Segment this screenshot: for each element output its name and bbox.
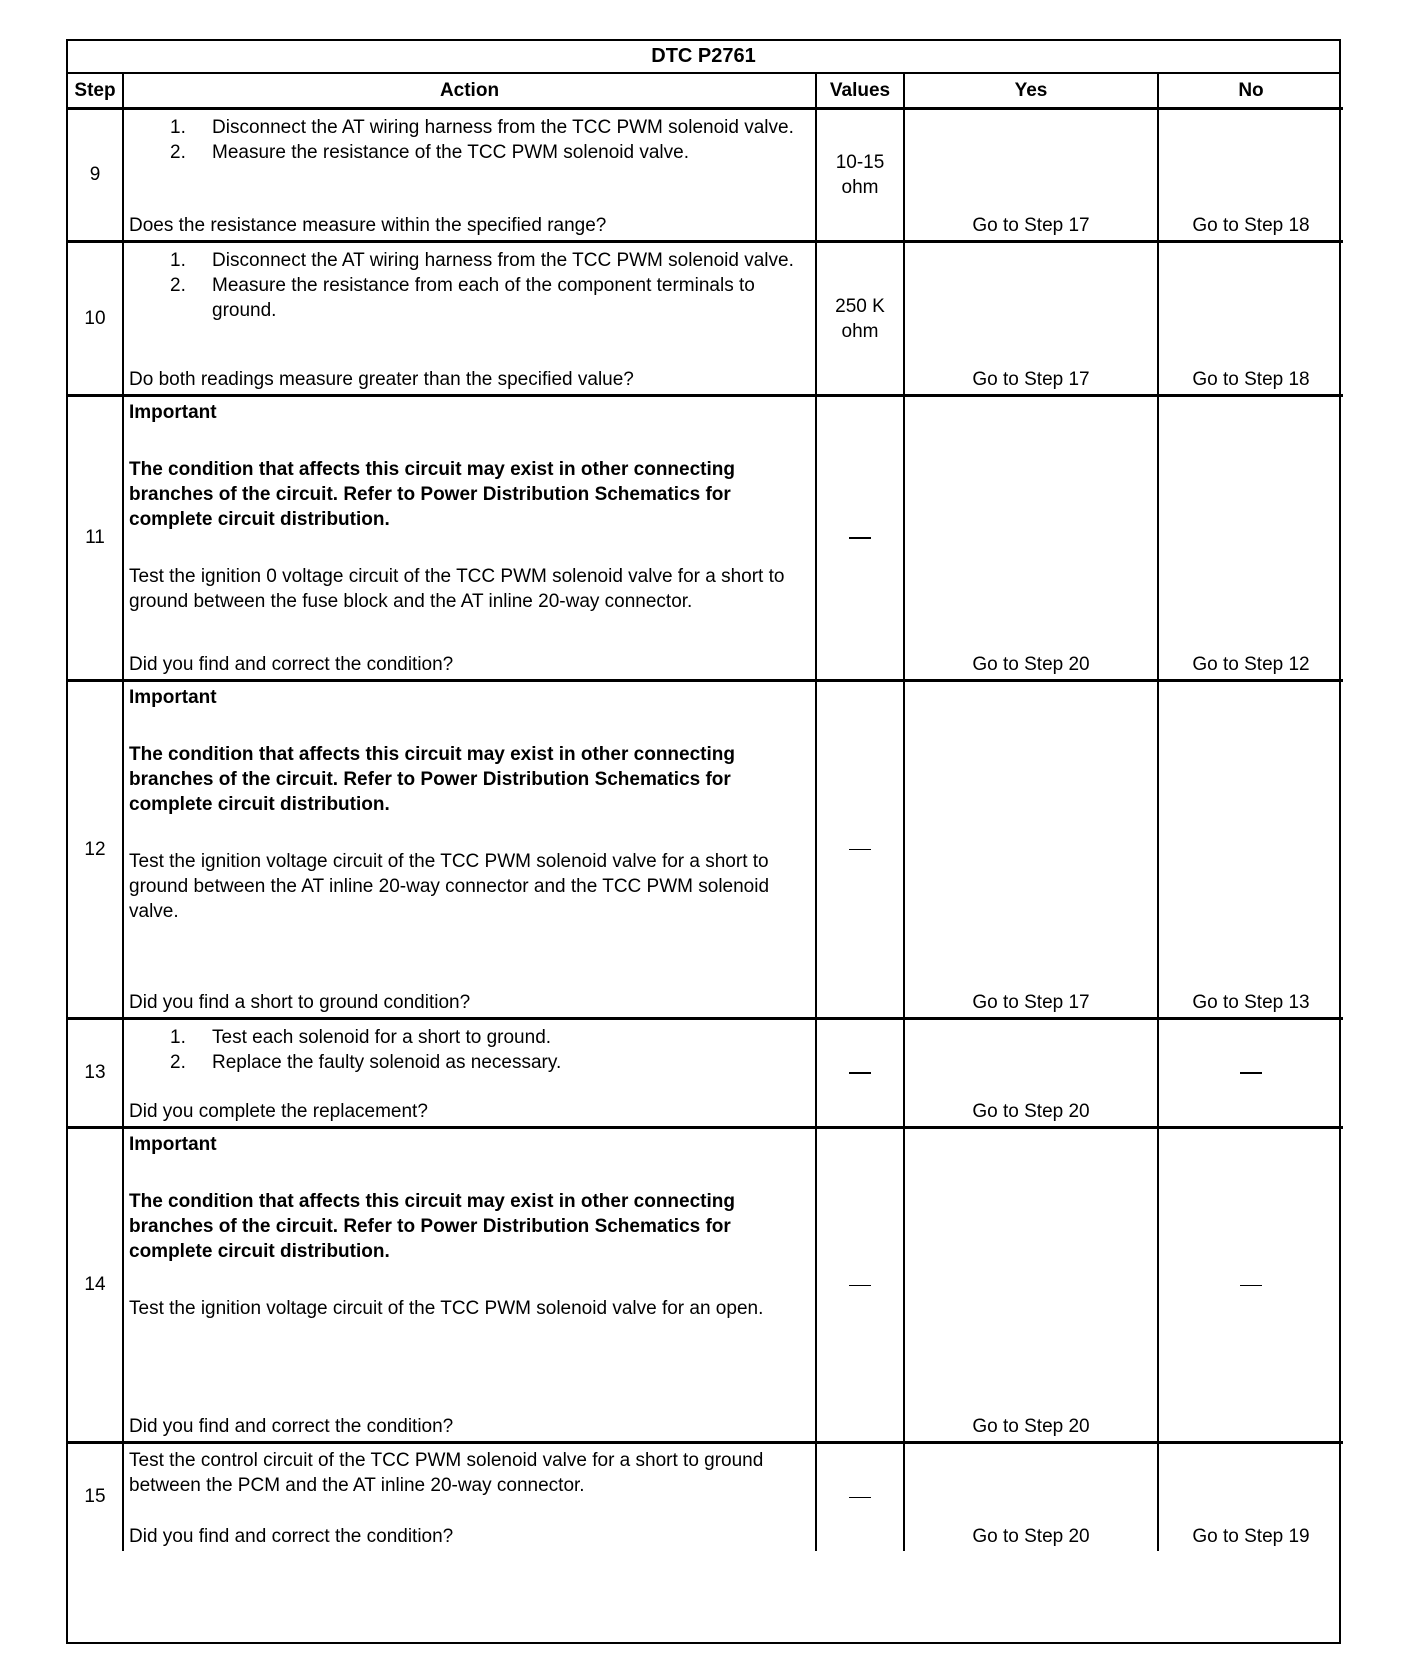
values-cell — [816, 396, 904, 681]
values-cell — [816, 1019, 904, 1128]
step-item-number: 2. — [170, 275, 186, 296]
no-goto-link[interactable]: Go to Step 19 — [1192, 1525, 1310, 1547]
values-cell — [816, 1443, 904, 1551]
empty-no-dash — [1240, 1072, 1262, 1074]
step-number: 14 — [68, 1128, 123, 1443]
no-cell — [1158, 242, 1343, 396]
yes-cell — [904, 681, 1158, 1019]
action-question: Did you find and correct the condition? — [129, 654, 454, 675]
important-notice: The condition that affects this circuit may exist in other connecting branches of the circuit. Refer to Power Distribution Schematics for complete circuit distribution. — [129, 459, 735, 530]
values-cell — [816, 1128, 904, 1443]
step-item-text: Disconnect the AT wiring harness from the TCC PWM solenoid valve. — [212, 117, 794, 138]
yes-goto-link[interactable]: Go to Step 20 — [972, 1101, 1090, 1122]
header-step: Step — [68, 74, 123, 109]
action-question: Did you complete the replacement? — [129, 1101, 428, 1122]
yes-cell — [904, 1128, 1158, 1443]
action-steps-list — [124, 110, 815, 165]
action-step-item — [124, 1050, 815, 1075]
important-notice: The condition that affects this circuit may exist in other connecting branches of the circuit. Refer to Power Distribution Schematics for complete circuit distribution. — [129, 1191, 735, 1262]
empty-value-dash — [849, 1072, 871, 1074]
test-instruction: Test the ignition voltage circuit of the TCC PWM solenoid valve for a short to ground between the AT inline 20-way connector and the TCC PWM solenoid valve. — [129, 851, 770, 922]
step-item-number: 1. — [170, 117, 186, 138]
value-amount: 250 K — [835, 295, 885, 317]
diagnostic-table — [68, 74, 1343, 1551]
action-cell — [123, 681, 816, 1019]
no-cell — [1158, 1019, 1343, 1128]
action-step-item — [124, 248, 815, 273]
empty-no-dash — [1240, 1285, 1262, 1286]
action-question: Do both readings measure greater than the specified value? — [129, 369, 634, 390]
step-number: 12 — [68, 681, 123, 1019]
no-goto-link[interactable]: Go to Step 12 — [1192, 654, 1310, 675]
test-instruction: Test the control circuit of the TCC PWM solenoid valve for a short to ground between the PCM and the AT inline 20-way connector. — [129, 1450, 764, 1496]
table-row-step-10 — [68, 242, 1343, 396]
table-row-step-14 — [68, 1128, 1343, 1443]
empty-value-dash — [849, 1285, 871, 1286]
value-amount: 10-15 — [835, 152, 885, 173]
empty-value-dash — [849, 849, 871, 850]
action-step-item — [124, 140, 815, 165]
yes-goto-link[interactable]: Go to Step 20 — [972, 654, 1090, 675]
empty-value-dash — [849, 1497, 871, 1498]
yes-goto-link[interactable]: Go to Step 17 — [972, 215, 1090, 236]
action-question: Did you find and correct the condition? — [129, 1416, 454, 1437]
important-heading: Important — [129, 402, 217, 423]
values-cell — [816, 242, 904, 396]
test-instruction: Test the ignition voltage circuit of the TCC PWM solenoid valve for an open. — [129, 1298, 764, 1319]
step-number: 15 — [68, 1443, 123, 1551]
no-cell — [1158, 1443, 1343, 1551]
value-unit: ohm — [841, 320, 879, 342]
step-item-text: Replace the faulty solenoid as necessary. — [212, 1052, 562, 1073]
diagnostic-table-document — [66, 39, 1341, 1644]
value-unit: ohm — [841, 177, 879, 198]
table-row-step-15 — [68, 1443, 1343, 1551]
yes-cell — [904, 242, 1158, 396]
action-cell — [123, 1019, 816, 1128]
action-steps-list — [124, 243, 815, 323]
action-cell — [123, 396, 816, 681]
no-cell — [1158, 109, 1343, 242]
table-row-step-11 — [68, 396, 1343, 681]
important-heading: Important — [129, 1134, 217, 1155]
yes-goto-link[interactable]: Go to Step 17 — [972, 992, 1090, 1013]
step-number: 9 — [68, 109, 123, 242]
action-question: Did you find a short to ground condition? — [129, 992, 471, 1013]
no-goto-link[interactable]: Go to Step 18 — [1192, 215, 1310, 236]
no-goto-link[interactable]: Go to Step 18 — [1192, 369, 1310, 390]
step-item-number: 2. — [170, 142, 186, 163]
no-cell — [1158, 681, 1343, 1019]
important-notice: The condition that affects this circuit may exist in other connecting branches of the circuit. Refer to Power Distribution Schematics for complete circuit distribution. — [129, 744, 735, 815]
table-row-step-13 — [68, 1019, 1343, 1128]
step-item-text: Measure the resistance from each of the component terminals to ground. — [212, 275, 755, 321]
header-values: Values — [816, 74, 904, 109]
action-steps-list — [124, 1020, 815, 1075]
step-item-text: Disconnect the AT wiring harness from the TCC PWM solenoid valve. — [212, 250, 794, 271]
action-step-item — [124, 115, 815, 140]
step-item-number: 2. — [170, 1052, 186, 1073]
yes-goto-link[interactable]: Go to Step 20 — [972, 1416, 1090, 1437]
test-instruction: Test the ignition 0 voltage circuit of the TCC PWM solenoid valve for a short to ground between the fuse block and the AT inline 20-way connector. — [129, 566, 785, 612]
important-heading: Important — [129, 687, 217, 708]
yes-cell — [904, 109, 1158, 242]
step-item-text: Measure the resistance of the TCC PWM solenoid valve. — [212, 142, 689, 163]
table-row-step-12 — [68, 681, 1343, 1019]
empty-value-dash — [849, 537, 871, 539]
step-number: 11 — [68, 396, 123, 681]
action-question: Does the resistance measure within the specified range? — [129, 215, 607, 236]
action-cell — [123, 109, 816, 242]
header-yes: Yes — [904, 74, 1158, 109]
action-cell — [123, 242, 816, 396]
header-no: No — [1158, 74, 1343, 109]
no-cell — [1158, 396, 1343, 681]
no-cell — [1158, 1128, 1343, 1443]
table-row-step-9 — [68, 109, 1343, 242]
table-title: DTC P2761 — [68, 41, 1339, 74]
yes-cell — [904, 1019, 1158, 1128]
values-cell — [816, 109, 904, 242]
values-cell — [816, 681, 904, 1019]
header-action: Action — [123, 74, 816, 109]
step-item-number: 1. — [170, 250, 186, 271]
action-cell — [123, 1128, 816, 1443]
step-item-number: 1. — [170, 1027, 186, 1048]
action-step-item — [124, 1025, 815, 1050]
step-item-text: Test each solenoid for a short to ground. — [212, 1027, 552, 1048]
yes-goto-link[interactable]: Go to Step 20 — [972, 1525, 1090, 1547]
step-number: 10 — [68, 242, 123, 396]
yes-cell — [904, 1443, 1158, 1551]
no-goto-link[interactable]: Go to Step 13 — [1192, 992, 1310, 1013]
action-question: Did you find and correct the condition? — [129, 1525, 454, 1547]
yes-cell — [904, 396, 1158, 681]
action-cell — [123, 1443, 816, 1551]
step-number: 13 — [68, 1019, 123, 1128]
action-step-item — [124, 273, 815, 323]
yes-goto-link[interactable]: Go to Step 17 — [972, 369, 1090, 390]
header-row — [68, 74, 1343, 109]
